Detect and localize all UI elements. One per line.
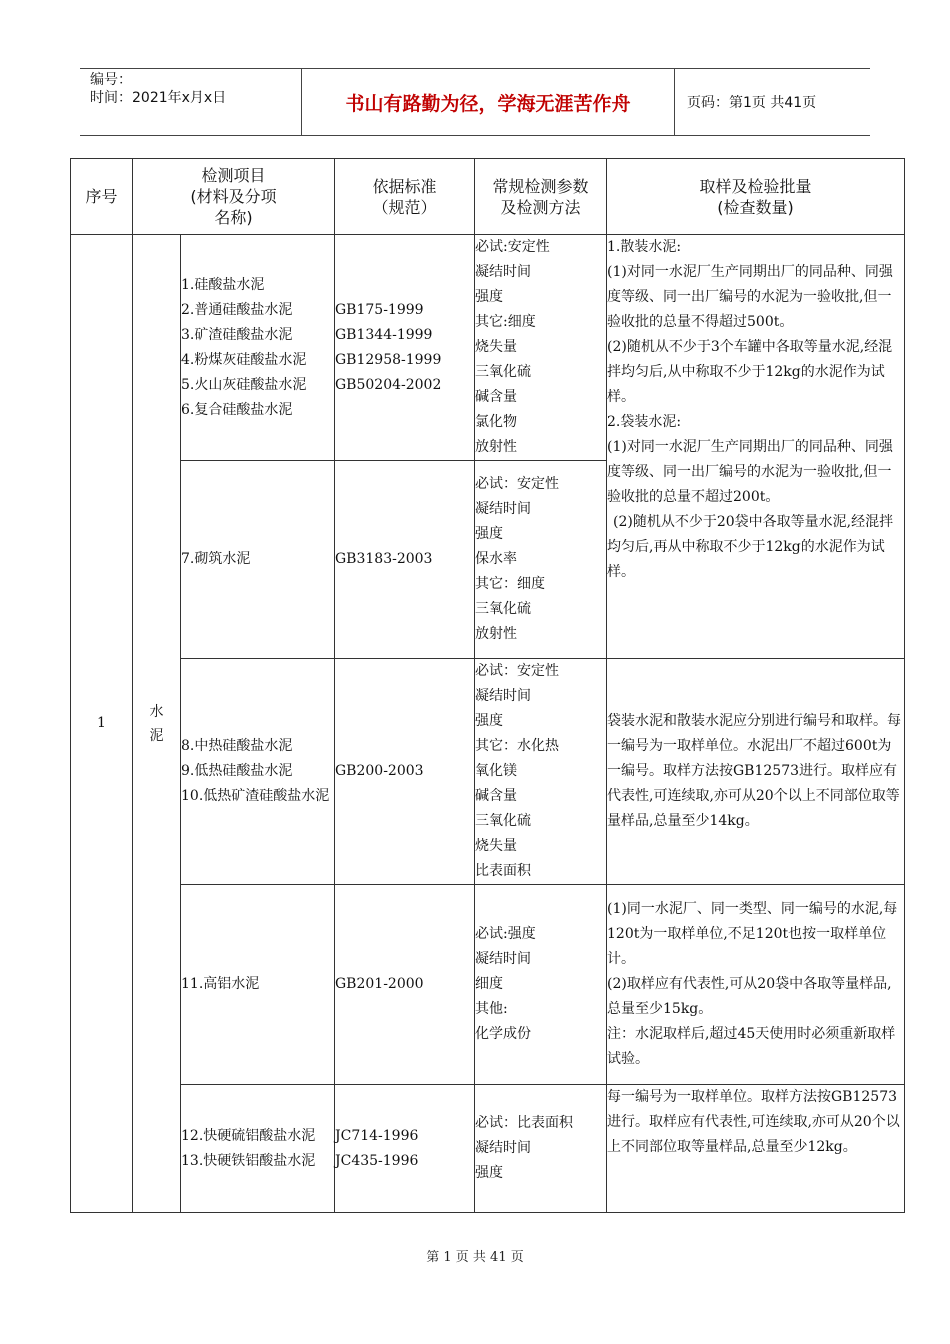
seq-cell: 1 [71,235,133,1213]
table-row [71,235,905,461]
sampling-cell: 袋装水泥和散装水泥应分别进行编号和取样。每一编号为一取样单位。水泥出厂不超过600t为一编号。取样方法按GB12573进行。取样应有代表性,可连续取,亦可从20个以上不同部位取等量样品,总量至少14kg。 [607,659,905,885]
material-cell [133,235,181,1213]
page-header [80,68,870,136]
col-seq-header: 序号 [71,159,133,235]
col-sampling-header: 取样及检验批量 (检查数量) [607,159,905,235]
params-cell: 必试:安定性 凝结时间 强度 其它:细度 烧失量 三氧化硫 碱含量 氯化物 放射性 [475,235,607,461]
standards-cell: GB175-1999 GB1344-1999 GB12958-1999 GB50204-2002 [335,235,475,461]
header-motto: 书山有路勤为径，学海无涯苦作舟 [302,69,675,135]
inspection-table [70,158,905,1213]
col-item-header: 检测项目 (材料及分项 名称) [133,159,335,235]
header-meta [80,69,302,135]
items-cell: 11.高铝水泥 [181,885,335,1085]
items-cell: 7.砌筑水泥 [181,461,335,659]
table-row [71,659,905,885]
col-standard-header: 依据标准 （规范） [335,159,475,235]
header-page-info: 页码：第1页 共41页 [687,95,817,111]
params-cell: 必试：安定性 凝结时间 强度 其它：水化热 氧化镁 碱含量 三氧化硫 烧失量 比表面积 [475,659,607,885]
params-cell: 必试：安定性 凝结时间 强度 保水率 其它：细度 三氧化硫 放射性 [475,461,607,659]
standards-cell: JC714-1996 JC435-1996 [335,1085,475,1213]
material-text: 水泥 [149,703,164,744]
table-row [71,1085,905,1213]
sampling-cell: 每一编号为一取样单位。取样方法按GB12573进行。取样应有代表性,可连续取,亦可从20个以上不同部位取等量样品,总量至少12kg。 [607,1085,905,1213]
col-param-header: 常规检测参数 及检测方法 [475,159,607,235]
standards-cell: GB3183-2003 [335,461,475,659]
code-label: 编号： [90,72,132,88]
table-header-row [71,159,905,235]
standards-cell: GB201-2000 [335,885,475,1085]
time-label: 时间：2021年x月x日 [90,90,227,106]
standards-cell: GB200-2003 [335,659,475,885]
page-footer: 第 1 页 共 41 页 [426,1250,524,1265]
params-cell: 必试：比表面积 凝结时间 强度 [475,1085,607,1213]
items-cell: 12.快硬硫铝酸盐水泥 13.快硬铁铝酸盐水泥 [181,1085,335,1213]
sampling-cell-merged: 1.散装水泥: (1)对同一水泥厂生产同期出厂的同品种、同强度等级、同一出厂编号的水泥为一验收批,但一验收批的总量不得超过500t。 (2)随机从不少于3个车罐中各取等量水泥,经混拌均匀后,从中称取不少于12kg的水泥作为试样。 2.袋装水泥: (1)对同一水泥厂生产同期出厂的同品种、同强度等级、同一出厂编号的水泥为一验收批,但一验收批的总量不超过200t。 (2)随机从不少于20袋中各取等量水泥,经混拌均匀后,再从中称取不少于12kg的水泥作为试样。 [607,235,905,659]
items-cell: 1.硅酸盐水泥 2.普通硅酸盐水泥 3.矿渣硅酸盐水泥 4.粉煤灰硅酸盐水泥 5.火山灰硅酸盐水泥 6.复合硅酸盐水泥 [181,235,335,461]
sampling-cell: (1)同一水泥厂、同一类型、同一编号的水泥,每120t为一取样单位,不足120t也按一取样单位计。 (2)取样应有代表性,可从20袋中各取等量样品,总量至少15kg。 注：水泥取样后,超过45天使用时必须重新取样试验。 [607,885,905,1085]
items-cell: 8.中热硅酸盐水泥 9.低热硅酸盐水泥 10.低热矿渣硅酸盐水泥 [181,659,335,885]
params-cell: 必试:强度 凝结时间 细度 其他: 化学成份 [475,885,607,1085]
table-row [71,885,905,1085]
